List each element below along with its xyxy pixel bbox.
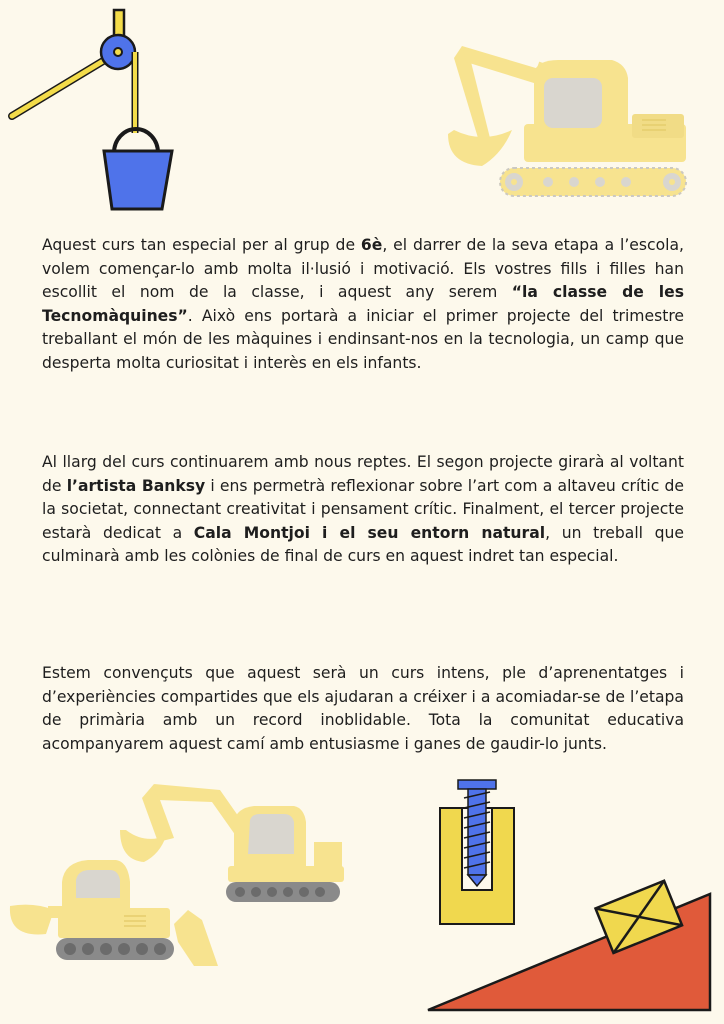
text-run: Aquest curs tan especial per al grup de: [42, 236, 361, 254]
closing-paragraph: [42, 662, 684, 756]
inclined-plane-icon: [424, 860, 716, 1016]
bold-text: “la classe de les Tecnomàquines”: [42, 283, 684, 325]
bulldozer-icon: [4, 770, 348, 972]
text-run: . Això ens portarà a iniciar el primer projecte del trimestre treballant el món de les màquines i endinsant-nos en la tecnologia, un camp que desperta molta curiositat i interès en els infants.: [42, 306, 684, 372]
intro-paragraph: [42, 234, 684, 376]
bold-text: 6è: [360, 236, 383, 254]
text-run: , un treball que culminarà amb les colònies de final de curs en aquest indret tan especial.: [42, 523, 685, 566]
text-run: i ens permetrà reflexionar sobre l’art com a altaveu crític de la societat, connectant creativitat i pensament crític. Finalment, el tercer projecte estarà dedicat a: [42, 476, 685, 542]
pulley-bucket-icon: [8, 8, 178, 214]
bold-text: Cala Montjoi i el seu entorn natural: [193, 523, 546, 542]
text-run: , el darrer de la seva etapa a l’escola, volem començar-lo amb molta il·lusió i motivació. Els vostres fills i filles han escollit el nom de la classe, i aquest any serem: [42, 236, 684, 302]
excavator-icon: [426, 26, 690, 202]
projects-paragraph: [42, 451, 684, 569]
text-run: Estem convençuts que aquest serà un curs intens, ple d’aprenentatges i d’experiències compartides que els ajudaran a créixer i a acomiadar-se de l’etapa de primària amb un record inoblidable. Tota la comunitat educativa acompanyarem aquest camí amb entusiasme i ganes de gaudir-lo junts.: [42, 664, 684, 753]
bold-text: l’artista Banksy: [66, 476, 206, 495]
text-run: Al llarg del curs continuarem amb nous reptes. El segon projecte girarà al voltant de: [42, 453, 684, 495]
